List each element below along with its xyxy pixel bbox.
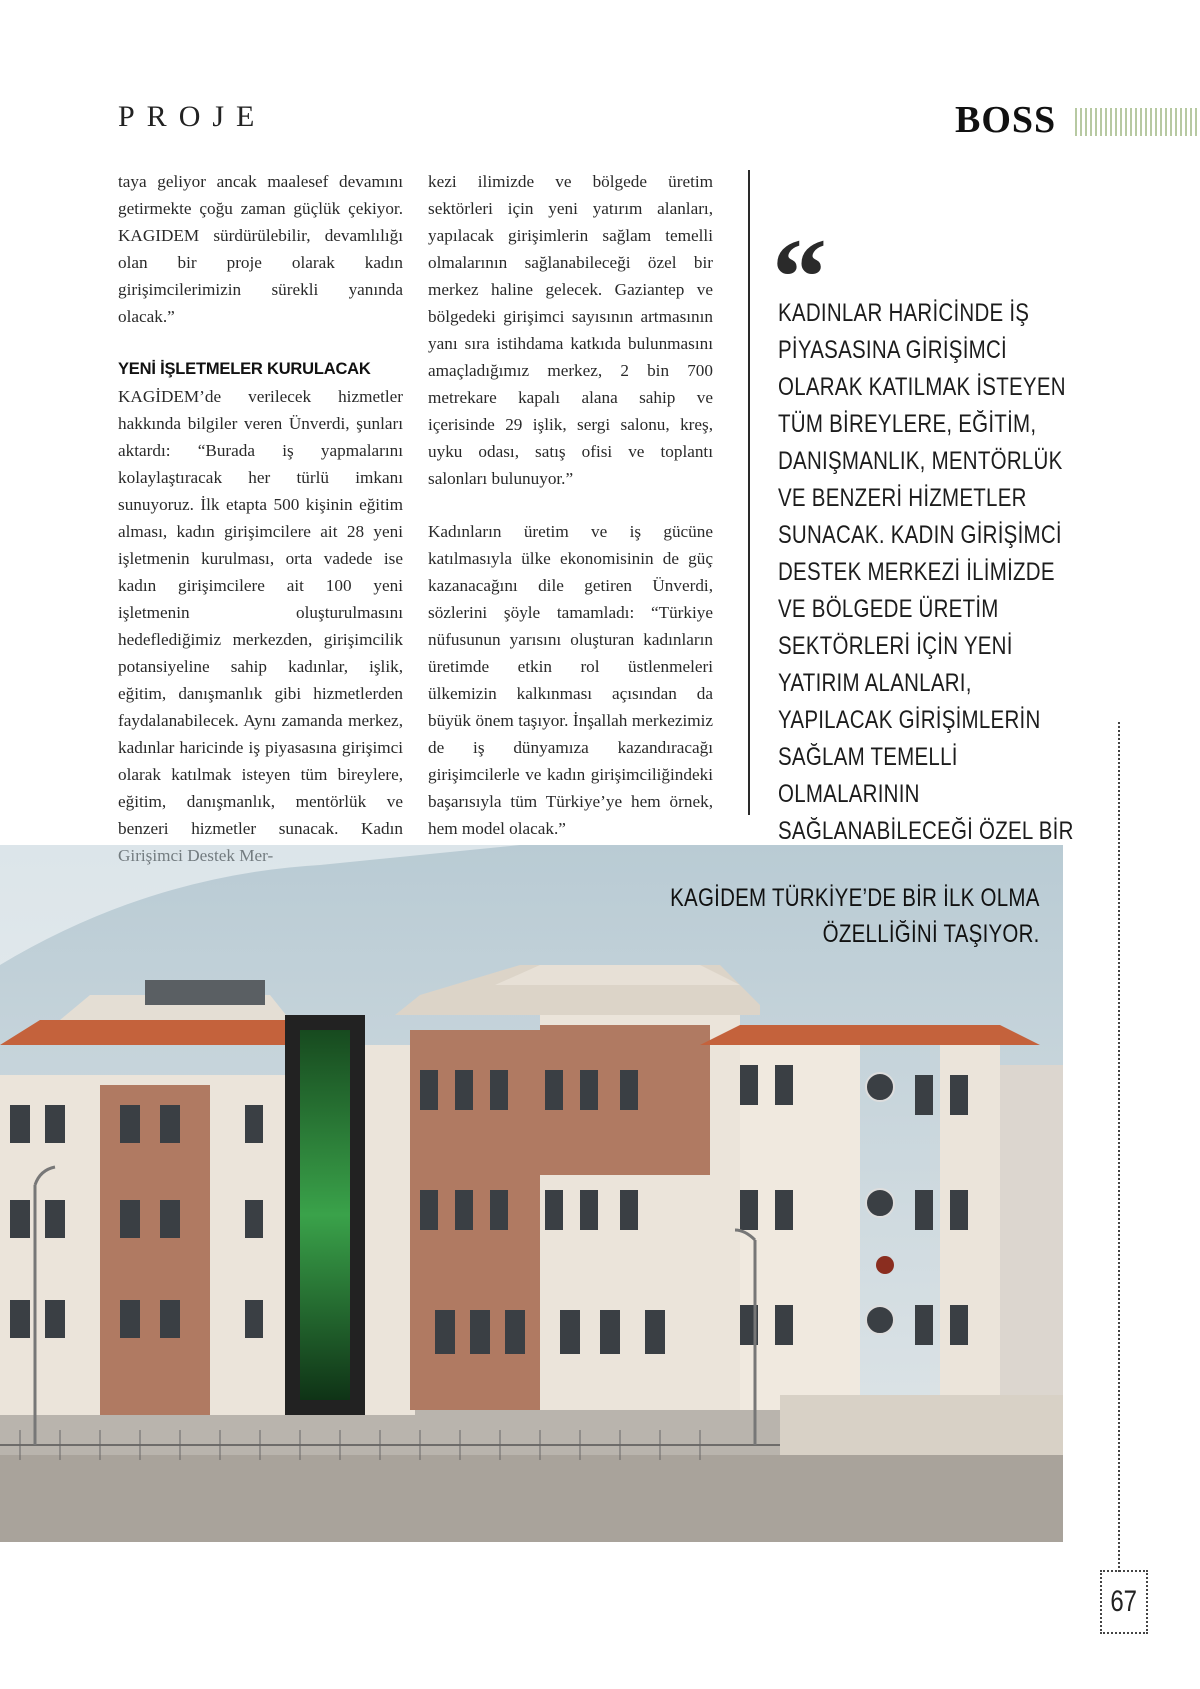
photo-caption bbox=[671, 880, 1040, 952]
article-column-1 bbox=[118, 168, 403, 895]
page-number: 67 bbox=[1110, 1585, 1138, 1618]
column2-paragraph-2: Kadınların üretim ve iş gücüne katılmasıyla ülke ekonomisinin de güç kazanacağını dile getiren Ünverdi, sözlerini şöyle tamamladı: “Türkiye nüfusunun yarısını oluşturan kadınların üretimde etkin rol üstlenmeleri ülkemizin kalkınması açısından da büyük önem taşıyor. İnşallah merkezimiz de iş dünyamıza kazandıracağı girişimcilerle ve kadın girişimciliğindeki başarısıyla tüm Türkiye’ye hem örnek, hem model olacak.” bbox=[428, 522, 713, 838]
magazine-logo: BOSS bbox=[955, 99, 1057, 141]
caption-line-1: KAGİDEM TÜRKİYE’DE BİR İLK OLMA bbox=[670, 884, 1040, 912]
column-divider bbox=[748, 170, 750, 815]
page-number-box bbox=[1100, 1570, 1148, 1634]
article-subheading: YENİ İŞLETMELER KURULACAK bbox=[118, 360, 371, 378]
column2-paragraph-1: kezi ilimizde ve bölgede üretim sektörleri için yeni yatırım alanları, yapılacak girişimlerin sağlam temelli olmalarının sağlanabileceği özel bir merkez haline gelecek. Gaziantep ve bölgedeki girişimci sayısının artmasının yanı sıra istihdama katkıda bulunmasını amaçladığımız merkez, 2 bin 700 metrekare kapalı alana sahip ve içerisinde 29 işlik, sergi salonu, kreş, uyku odası, satış ofisi ve toplantı salonları bulunuyor.” bbox=[428, 172, 713, 488]
section-label: PROJE bbox=[118, 100, 267, 133]
caption-line-2: ÖZELLİĞİNİ TAŞIYOR. bbox=[823, 920, 1040, 948]
logo-stripes-decoration bbox=[1075, 108, 1200, 136]
column1-intro: taya geliyor ancak maalesef devamını getirmekte çoğu zaman güçlük çekiyor. KAGIDEM sürdürülebilir, devamlılığı olan bir proje olarak kadın girişimcilerimizin sürekli yanında olacak.” bbox=[118, 172, 403, 326]
quote-mark-icon: “ bbox=[772, 216, 827, 338]
dotted-frame-vertical bbox=[1118, 722, 1120, 1572]
column1-body: KAGİDEM’de verilecek hizmetler hakkında bilgiler veren Ünverdi, şunları aktardı: “Burada iş yapmalarını kolaylaştıracak her türlü imkanı sunuyoruz. İlk etapta 500 kişinin eğitim alması, kadın girişimcilere ait 28 yeni işletmenin kurulması, orta vadede ise kadın girişimcilere ait 100 yeni işletmenin oluşturulmasını hedeflediğimiz merkezden, girişimcilik potansiyeline sahip kadınlar, işlik, eğitim, danışmanlık gibi hizmetlerden faydalanabilecek. Aynı zamanda merkez, kadınlar haricinde iş piyasasına girişimci olarak katılmak isteyen tüm bireylere, eğitim, danışmanlık, mentörlük ve benzeri hizmetler sunacak. Kadın bbox=[118, 387, 403, 838]
pull-quote: KADINLAR HARİCİNDE İŞ PİYASASINA GİRİŞİMCİ OLARAK KATILMAK İSTEYEN TÜM BİREYLERE, EĞİTİM, DANIŞMANLIK, MENTÖRLÜK VE BENZERİ HİZMETLER SUNACAK. KADIN GİRİŞİMCİ DESTEK MERKEZİ İLİMİZDE VE BÖLGEDE ÜRETİM SEKTÖRLERİ İÇİN YENİ YATIRIM ALANLARI, YAPILACAK GİRİŞİMLERİN SAĞLAM TEMELLİ OLMALARININ SAĞLANABİLECEĞİ ÖZEL BİR bbox=[778, 299, 1074, 845]
article-column-2 bbox=[428, 168, 713, 868]
